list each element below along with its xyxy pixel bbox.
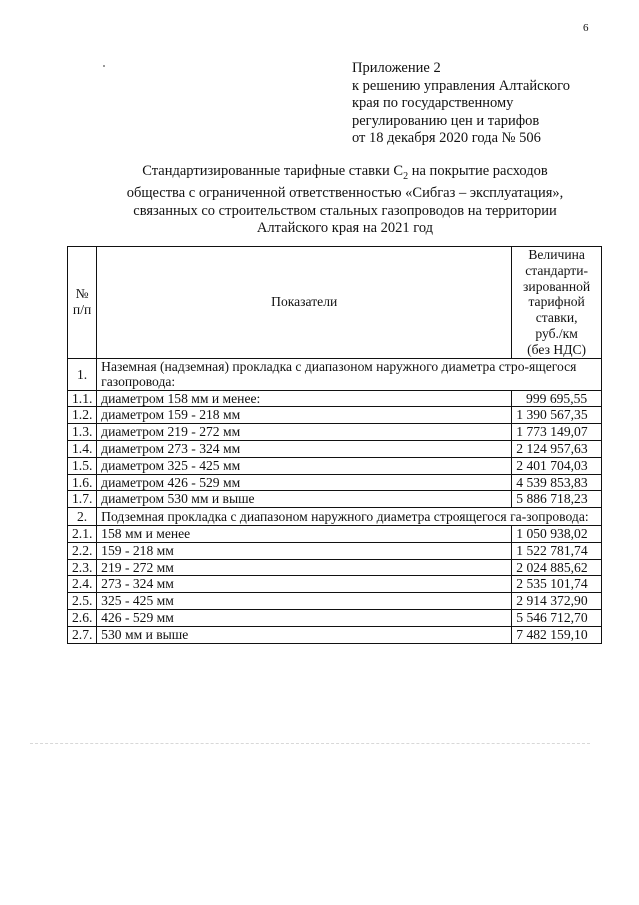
appendix-line: регулированию цен и тарифов (352, 112, 540, 129)
row-value: 2 401 704,03 (512, 457, 602, 474)
section-title: Наземная (надземная) прокладка с диапазоном наружного диаметра стро-ящегося газопровода: (97, 358, 602, 390)
table-row (68, 407, 602, 424)
row-indicator: диаметром 158 мм и менее: (97, 390, 512, 407)
table-section-row (68, 358, 602, 390)
row-value: 7 482 159,10 (512, 626, 602, 643)
appendix-line: к решению управления Алтайского (352, 77, 571, 94)
table-row (68, 626, 602, 643)
row-value: 2 124 957,63 (512, 440, 602, 457)
row-value: 2 535 101,74 (512, 576, 602, 593)
row-value: 4 539 853,83 (512, 474, 602, 491)
row-indicator: 159 - 218 мм (97, 542, 512, 559)
header-indicators: Показатели (97, 247, 512, 359)
title-line-3: связанных со строительством стальных газопроводов на территории (133, 202, 557, 219)
document-title (80, 163, 610, 238)
table-row (68, 609, 602, 626)
row-number: 2.1. (68, 525, 97, 542)
table-row (68, 525, 602, 542)
table-row (68, 542, 602, 559)
row-number: 2.7. (68, 626, 97, 643)
table-row (68, 440, 602, 457)
row-indicator: диаметром 426 - 529 мм (97, 474, 512, 491)
tariff-table (67, 246, 602, 644)
row-indicator: 158 мм и менее (97, 525, 512, 542)
row-number: 2.6. (68, 609, 97, 626)
row-number: 1.4. (68, 440, 97, 457)
row-number: 1.5. (68, 457, 97, 474)
appendix-line: края по государственному (352, 95, 514, 111)
row-value: 5 546 712,70 (512, 609, 602, 626)
row-indicator: диаметром 159 - 218 мм (97, 407, 512, 424)
row-number: 1.7. (68, 491, 97, 508)
row-value: 1 390 567,35 (512, 407, 602, 424)
table-row (68, 457, 602, 474)
row-number: 2.3. (68, 559, 97, 576)
table-header-row (68, 247, 602, 359)
title-line-4: Алтайского края на 2021 год (256, 220, 434, 237)
row-value: 1 050 938,02 (512, 525, 602, 542)
scan-artifact-line (30, 743, 590, 745)
row-number: 2.5. (68, 593, 97, 610)
row-value: 2 024 885,62 (512, 559, 602, 576)
row-indicator: диаметром 219 - 272 мм (97, 424, 512, 441)
section-number: 1. (68, 358, 97, 390)
row-number: 2.4. (68, 576, 97, 593)
row-value: 5 886 718,23 (512, 491, 602, 508)
row-number: 1.1. (68, 390, 97, 407)
row-indicator: 426 - 529 мм (97, 609, 512, 626)
row-indicator: 325 - 425 мм (97, 593, 512, 610)
scan-speck (103, 65, 105, 67)
header-number: № п/п (68, 247, 97, 359)
row-value: 2 914 372,90 (512, 593, 602, 610)
appendix-line: Приложение 2 (352, 60, 441, 76)
row-number: 1.2. (68, 407, 97, 424)
row-indicator: диаметром 325 - 425 мм (97, 457, 512, 474)
row-number: 1.6. (68, 474, 97, 491)
table-row (68, 576, 602, 593)
page-number: 6 (583, 22, 589, 34)
title-line-2: общества с ограниченной ответственностью «Сибгаз – эксплуатация», (126, 185, 564, 202)
row-indicator: 219 - 272 мм (97, 559, 512, 576)
section-number: 2. (68, 508, 97, 526)
header-value: Величина стандарти- зированной тарифной ставки, руб./км (без НДС) (512, 247, 602, 359)
section-title: Подземная прокладка с диапазоном наружного диаметра строящегося га-зопровода: (97, 508, 602, 526)
row-value: 999 695,55 (512, 390, 602, 407)
row-value: 1 522 781,74 (512, 542, 602, 559)
row-number: 1.3. (68, 424, 97, 441)
title-line-1: Стандартизированные тарифные ставки $С_2$ на покрытие расходов (142, 163, 548, 182)
table-row (68, 491, 602, 508)
table-section-row (68, 508, 602, 526)
table-row (68, 424, 602, 441)
table-row (68, 474, 602, 491)
row-indicator: диаметром 530 мм и выше (97, 491, 512, 508)
row-indicator: диаметром 273 - 324 мм (97, 440, 512, 457)
table-row (68, 390, 602, 407)
row-indicator: 530 мм и выше (97, 626, 512, 643)
table-row (68, 593, 602, 610)
row-indicator: 273 - 324 мм (97, 576, 512, 593)
title-subscript: 2 (403, 170, 409, 182)
row-number: 2.2. (68, 542, 97, 559)
appendix-block (352, 60, 612, 148)
row-value: 1 773 149,07 (512, 424, 602, 441)
table-row (68, 559, 602, 576)
appendix-line: от 18 декабря 2020 года № 506 (352, 130, 541, 146)
